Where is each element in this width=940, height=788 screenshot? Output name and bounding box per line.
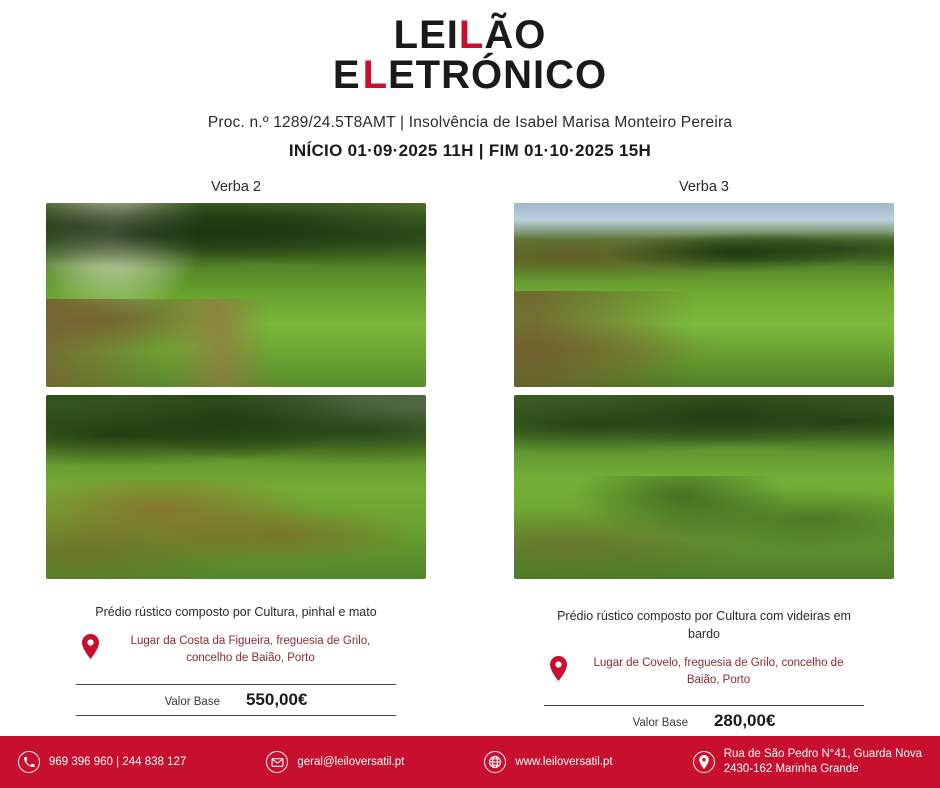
lot-description: Prédio rústico composto por Cultura, pinhal e mato xyxy=(95,605,377,619)
price-value: 280,00€ xyxy=(713,710,776,730)
footer-email[interactable] xyxy=(266,751,404,773)
logo-text-ao: ÃO xyxy=(484,13,547,57)
footer-contact-bar xyxy=(0,736,940,788)
globe-icon xyxy=(484,751,506,773)
logo-text-lei: LEI xyxy=(393,13,459,57)
footer-address-block xyxy=(724,747,922,777)
price-label: Valor Base xyxy=(632,716,688,729)
logo-line-1 xyxy=(0,13,940,57)
footer-address-line-2: 2430-162 Marinha Grande xyxy=(723,763,859,775)
lot3-photo-top xyxy=(514,203,894,387)
lot2-photo-top xyxy=(46,203,426,387)
lot2-photo-bottom xyxy=(46,395,426,579)
lot-location-text: Lugar de Covelo, freguesia de Grilo, concelho de Baião, Porto xyxy=(593,657,844,686)
lot-location xyxy=(549,655,859,688)
lot3-photo-bottom xyxy=(514,395,894,579)
lot-price-row xyxy=(76,684,396,716)
price-value: 550,00€ xyxy=(245,690,308,710)
lot-title: Verba 2 xyxy=(211,179,261,195)
map-pin-icon xyxy=(693,751,715,773)
location-pin-icon xyxy=(81,634,100,659)
logo-accent-l2: L xyxy=(362,53,388,97)
phone-icon xyxy=(18,751,40,773)
footer-address-line-1: Rua de São Pedro N°41, Guarda Nova xyxy=(723,748,922,761)
lot-price-row xyxy=(544,705,864,737)
process-line: Proc. n.º 1289/24.5T8AMT | Insolvência de Isabel Marisa Monteiro Pereira xyxy=(207,114,733,131)
footer-website-text: www.leiloversatil.pt xyxy=(515,756,613,768)
logo-accent-l: L xyxy=(458,13,485,57)
lots-container xyxy=(0,179,940,737)
footer-phone[interactable] xyxy=(18,751,186,773)
brand-logo xyxy=(0,13,940,97)
location-pin-icon xyxy=(549,656,568,681)
header xyxy=(0,0,940,161)
footer-phone-text: 969 396 960 | 244 838 127 xyxy=(49,756,187,768)
logo-line-2 xyxy=(0,53,940,97)
footer-email-text: geral@leiloversatil.pt xyxy=(297,756,405,768)
logo-text-etronico: ETRÓNICO xyxy=(388,53,608,97)
lot-location xyxy=(81,633,391,666)
footer-website[interactable] xyxy=(484,751,612,773)
price-label: Valor Base xyxy=(164,696,220,709)
lot-location-text: Lugar da Costa da Figueira, freguesia de Grilo, concelho de Baião, Porto xyxy=(130,635,371,664)
logo-text-e: E xyxy=(332,53,361,97)
footer-address xyxy=(693,747,922,777)
lot-description: Prédio rústico composto por Cultura com videiras em bardo xyxy=(557,609,851,642)
envelope-icon xyxy=(266,751,288,773)
auction-dates: INÍCIO 01·09·2025 11H | FIM 01·10·2025 15H xyxy=(288,141,652,160)
lot-verba-2 xyxy=(46,179,426,737)
lot-verba-3 xyxy=(514,179,894,737)
lot-title: Verba 3 xyxy=(679,179,729,195)
